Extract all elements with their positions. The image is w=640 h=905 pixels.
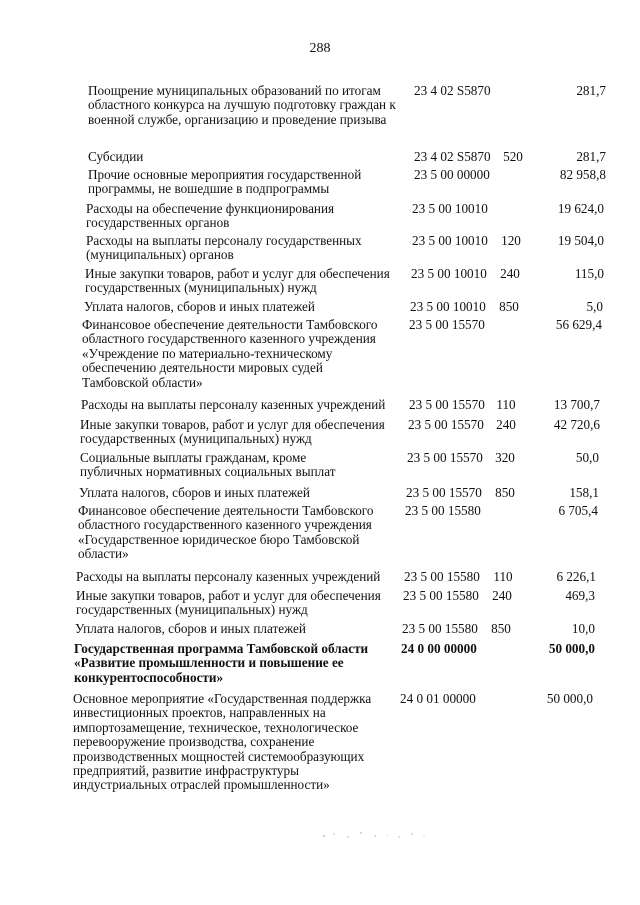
row-type: 240: [496, 417, 516, 432]
row-sum: 281,7: [576, 149, 606, 164]
row-name: Финансовое обеспечение деятельности Тамбовского областного государственного казенного учреждения «Учреждение по материально-техническому обеспечению деятельности мировых судей Тамбовской области»: [82, 317, 378, 390]
row-code: 23 5 00 15580: [403, 588, 479, 603]
table-row: [0, 417, 640, 450]
table-row: [0, 621, 640, 641]
row-name: Расходы на выплаты персоналу государственных (муниципальных) органов: [86, 233, 362, 263]
row-code: 23 5 00 15570: [408, 417, 484, 432]
table-row: [0, 450, 640, 485]
row-sum: 19 624,0: [557, 201, 604, 216]
row-sum: 82 958,8: [559, 167, 606, 182]
table-row: [0, 569, 640, 588]
table-row: [0, 167, 640, 201]
table-row: [0, 233, 640, 266]
row-name: Прочие основные мероприятия государственной программы, не вошедшие в подпрограммы: [88, 167, 362, 197]
row-type: 320: [495, 450, 515, 465]
row-name: Социальные выплаты гражданам, кроме публичных нормативных социальных выплат: [80, 450, 336, 480]
row-name: Иные закупки товаров, работ и услуг для обеспечения государственных (муниципальных) нужд: [80, 417, 385, 447]
row-sum: 5,0: [586, 299, 603, 314]
row-sum: 50 000,0: [548, 641, 595, 656]
row-sum: 281,7: [576, 83, 606, 98]
table-row: [0, 317, 640, 397]
row-type: 850: [499, 299, 519, 314]
row-code: 23 5 00 10010: [412, 233, 488, 248]
row-code: 23 5 00 15570: [409, 397, 485, 412]
row-code: 23 5 00 15580: [404, 569, 480, 584]
row-code: 23 5 00 15570: [409, 317, 485, 332]
table-row: [0, 83, 640, 149]
row-sum: 19 504,0: [557, 233, 604, 248]
row-type: 850: [495, 485, 515, 500]
row-sum: 56 629,4: [555, 317, 602, 332]
row-name: Расходы на выплаты персоналу казенных учреждений: [81, 397, 386, 412]
row-name: Государственная программа Тамбовской области «Развитие промышленности и повышение ее конкурентоспособности»: [74, 641, 369, 685]
row-code: 24 0 00 00000: [401, 641, 477, 656]
table-row: [0, 266, 640, 299]
table-row: [0, 397, 640, 417]
row-type: 520: [503, 149, 523, 164]
table-row: [0, 201, 640, 233]
row-sum: 42 720,6: [553, 417, 600, 432]
row-type: 850: [491, 621, 511, 636]
row-name: Иные закупки товаров, работ и услуг для обеспечения государственных (муниципальных) нужд: [76, 588, 381, 618]
row-type: 240: [492, 588, 512, 603]
row-code: 23 5 00 10010: [411, 266, 487, 281]
row-code: 24 0 01 00000: [400, 691, 476, 706]
row-code: 23 5 00 00000: [414, 167, 490, 182]
row-name: Финансовое обеспечение деятельности Тамбовского областного государственного казенного учреждения «Государственное юридическое бюро Тамбовской области»: [78, 503, 374, 562]
row-name: Субсидии: [88, 149, 144, 164]
row-sum: 6 226,1: [556, 569, 596, 584]
table-row: [0, 503, 640, 569]
table-row: [0, 149, 640, 167]
row-sum: 13 700,7: [553, 397, 600, 412]
row-sum: 115,0: [574, 266, 604, 281]
row-name: Иные закупки товаров, работ и услуг для обеспечения государственных (муниципальных) нужд: [85, 266, 390, 296]
row-code: 23 5 00 15580: [405, 503, 481, 518]
page-number: 288: [309, 41, 331, 56]
row-type: 110: [496, 397, 516, 412]
row-code: 23 5 00 15580: [402, 621, 478, 636]
row-sum: 6 705,4: [558, 503, 598, 518]
row-sum: 158,1: [569, 485, 599, 500]
row-name: Уплата налогов, сборов и иных платежей: [75, 621, 306, 636]
table-row: [0, 588, 640, 621]
table-row: [0, 691, 640, 801]
row-name: Уплата налогов, сборов и иных платежей: [84, 299, 315, 314]
budget-table: [0, 83, 640, 801]
row-name: Расходы на выплаты персоналу казенных учреждений: [76, 569, 381, 584]
table-row: [0, 299, 640, 317]
row-name: Поощрение муниципальных образований по итогам областного конкурса на лучшую подготовку граждан к военной службе, организацию и проведение призыва: [88, 83, 396, 127]
row-type: 110: [493, 569, 513, 584]
row-name: Расходы на обеспечение функционирования государственных органов: [86, 201, 335, 231]
row-sum: 50 000,0: [546, 691, 593, 706]
row-sum: 50,0: [575, 450, 599, 465]
row-code: 23 4 02 S5870: [414, 149, 491, 164]
row-type: 120: [501, 233, 521, 248]
row-code: 23 5 00 10010: [410, 299, 486, 314]
row-sum: 10,0: [571, 621, 595, 636]
row-code: 23 5 00 15570: [407, 450, 483, 465]
row-type: 240: [500, 266, 520, 281]
table-row: [0, 485, 640, 503]
row-name: Уплата налогов, сборов и иных платежей: [79, 485, 310, 500]
scan-noise: [320, 828, 430, 840]
row-code: 23 5 00 10010: [412, 201, 488, 216]
row-code: 23 4 02 S5870: [414, 83, 491, 98]
row-code: 23 5 00 15570: [406, 485, 482, 500]
row-name: Основное мероприятие «Государственная поддержка инвестиционных проектов, направленных на импортозамещение, техническое, технологическое перевооружение производства, сохранение производственных мощностей системообразующих предприятий, развитие инфраструктуры индустриальных отраслей промышленности»: [73, 691, 372, 793]
table-row: [0, 641, 640, 691]
row-sum: 469,3: [565, 588, 595, 603]
